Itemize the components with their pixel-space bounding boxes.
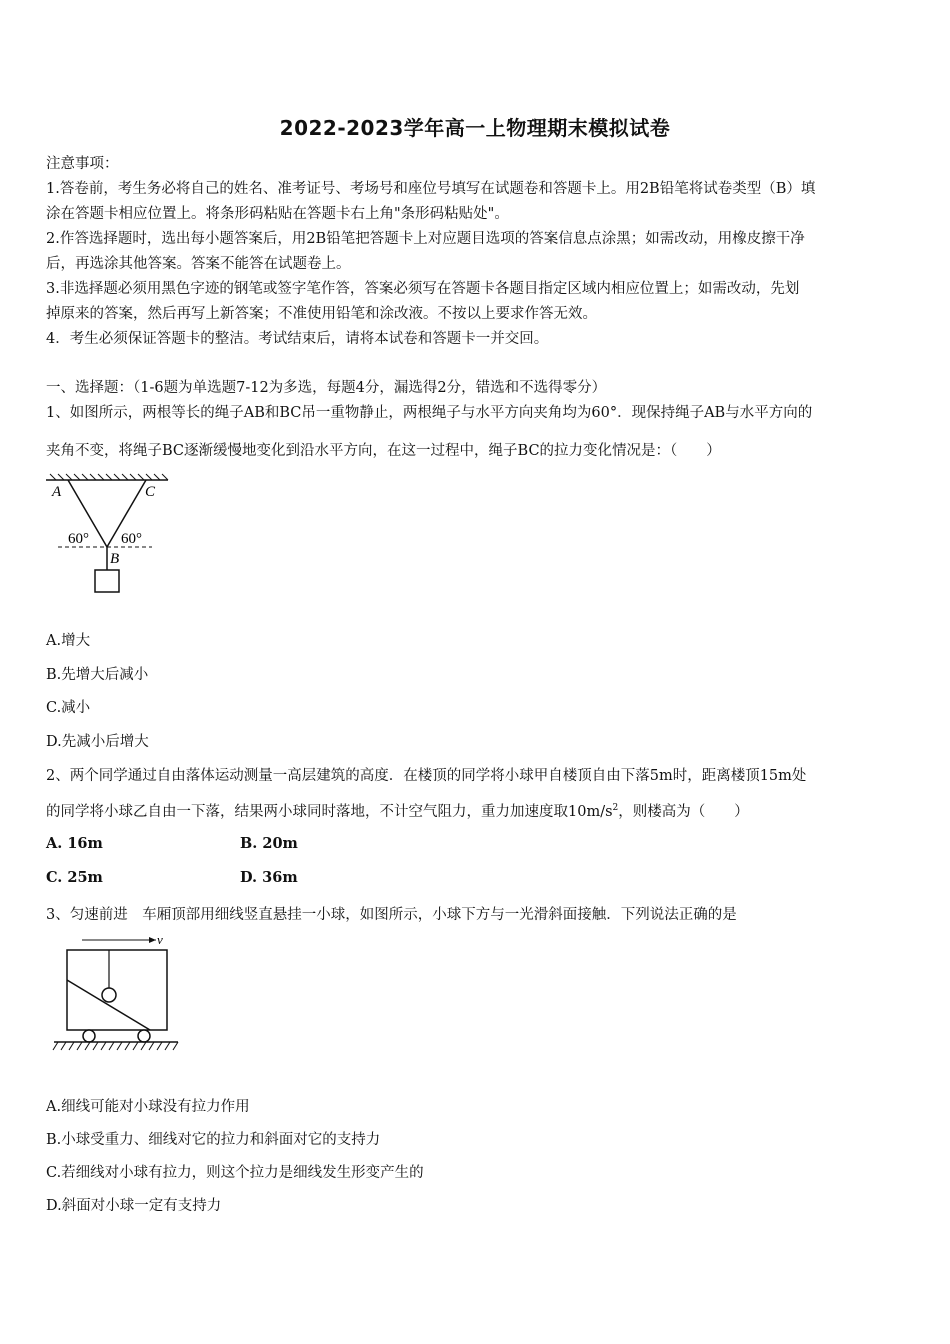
q2-stem-line: 2、两个同学通过自由落体运动测量一高层建筑的高度．在楼顶的同学将小球甲自楼顶自由下落5m时，距离楼顶15m处 <box>46 768 807 784</box>
notice-line: 4．考生必须保证答题卡的整洁。考试结束后，请将本试卷和答题卡一并交回。 <box>46 331 549 347</box>
notice-line: 后，再选涂其他答案。答案不能答在试题卷上。 <box>46 256 351 272</box>
q2-option: B. 20m <box>240 835 298 852</box>
q1-option: A.增大 <box>46 633 91 649</box>
page-title: 2022-2023学年高一上物理期末模拟试卷 <box>279 116 671 140</box>
q1-angle-right: 60° <box>121 531 142 547</box>
q2-option: C. 25m <box>46 869 103 886</box>
notice-line: 2.作答选择题时，选出每小题答案后，用2B铅笔把答题卡上对应题目选项的答案信息点涂黑；如需改动，用橡皮擦干净 <box>46 231 805 247</box>
q2-stem-line <box>46 800 749 821</box>
q2-option: A. 16m <box>46 835 103 852</box>
q3-cart-diagram <box>52 932 182 1054</box>
notice-line: 1.答卷前，考生务必将自己的姓名、准考证号、考场号和座位号填写在试题卷和答题卡上。用2B铅笔将试卷类型（B）填 <box>46 181 816 197</box>
q1-rope-diagram <box>44 472 174 598</box>
q1-option: D.先减小后增大 <box>46 734 149 750</box>
notice-line: 3.非选择题必须用黑色字迹的钢笔或签字笔作答，答案必须写在答题卡各题目指定区域内相应位置上；如需改动，先划 <box>46 281 800 297</box>
q2-option: D. 36m <box>240 869 298 886</box>
q2-stem-text: 的同学将小球乙自由一下落，结果两小球同时落地，不计空气阻力，重力加速度取10m/s <box>46 804 613 820</box>
q3-stem-line: 3、匀速前进 车厢顶部用细线竖直悬挂一小球，如图所示，小球下方与一光滑斜面接触．下列说法正确的是 <box>46 907 737 923</box>
q1-option: B.先增大后减小 <box>46 667 149 683</box>
q1-angle-left: 60° <box>68 531 89 547</box>
section-heading: 一、选择题：（1-6题为单选题7-12为多选，每题4分，漏选得2分，错选和不选得零分） <box>46 380 607 396</box>
q3-option: B.小球受重力、细线对它的拉力和斜面对它的支持力 <box>46 1132 381 1148</box>
q3-option: D.斜面对小球一定有支持力 <box>46 1198 222 1214</box>
notice-heading: 注意事项： <box>46 156 119 172</box>
q1-stem-line: 夹角不变，将绳子BC逐渐缓慢地变化到沿水平方向，在这一过程中，绳子BC的拉力变化情况是：（ ） <box>46 443 721 459</box>
notice-line: 涂在答题卡相应位置上。将条形码粘贴在答题卡右上角"条形码粘贴处"。 <box>46 206 509 222</box>
q2-unit-exponent: 2 <box>612 803 619 814</box>
q1-label-a: A <box>52 484 62 500</box>
q1-label-b: B <box>110 551 120 567</box>
q3-velocity-label: v <box>157 932 163 947</box>
q1-stem-line: 1、如图所示，两根等长的绳子AB和BC吊一重物静止，两根绳子与水平方向夹角均为60°．现保持绳子AB与水平方向的 <box>46 405 813 421</box>
q3-option: C.若细线对小球有拉力，则这个拉力是细线发生形变产生的 <box>46 1165 424 1181</box>
q1-option: C.减小 <box>46 700 91 716</box>
q2-stem-tail: ，则楼高为（ ） <box>618 804 749 820</box>
notice-line: 掉原来的答案，然后再写上新答案；不准使用铅笔和涂改液。不按以上要求作答无效。 <box>46 306 597 322</box>
q3-option: A.细线可能对小球没有拉力作用 <box>46 1099 250 1115</box>
q1-label-c: C <box>145 484 156 500</box>
